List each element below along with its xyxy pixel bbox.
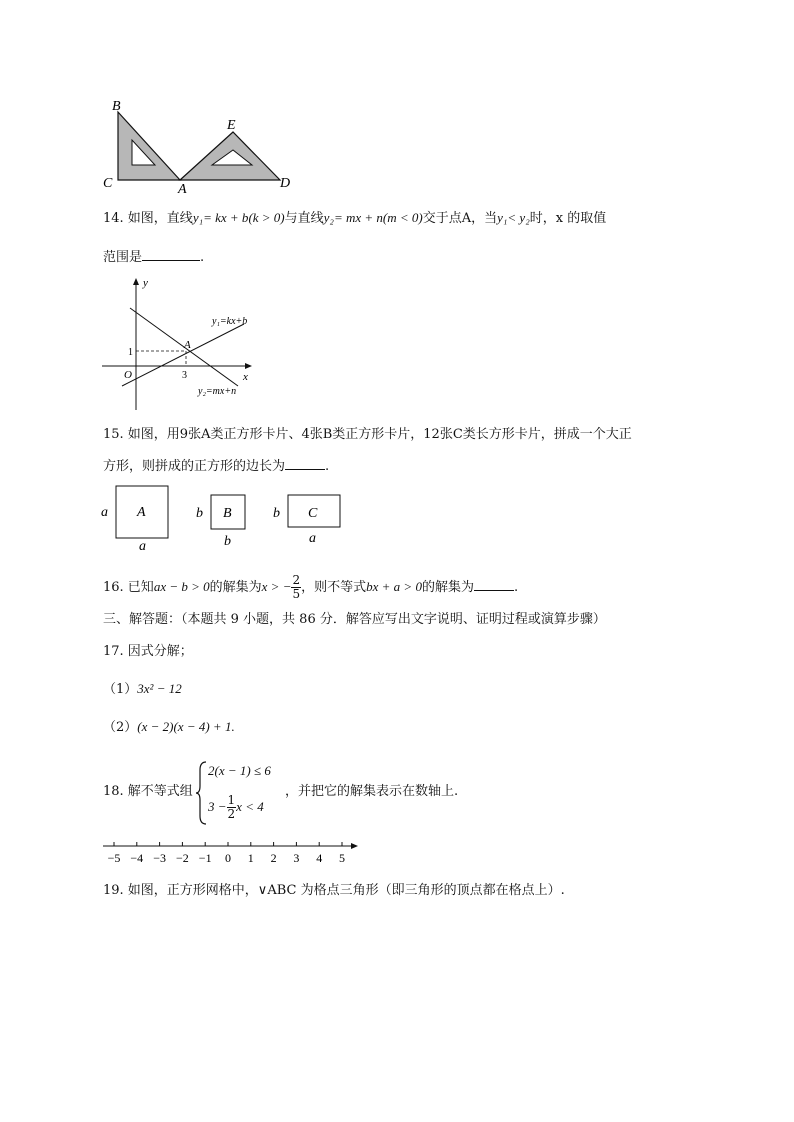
q17-part1	[103, 680, 182, 699]
q17-p1-expr: 3x² − 12	[137, 681, 182, 696]
q14-line1	[103, 209, 606, 228]
section3-heading: 三、解答题：（本题共 9 小题，共 86 分．解答应写出文字说明、证明过程或演算步骤）	[103, 612, 606, 627]
tick-label: −4	[130, 851, 144, 865]
tick-x-3: 3	[182, 370, 187, 381]
q15-line2	[103, 456, 329, 476]
triangles-figure	[100, 95, 300, 195]
q18-prefix: 18. 解不等式组	[103, 784, 193, 799]
q14-line2	[103, 247, 204, 267]
q14-cond2: (m < 0)	[382, 210, 423, 225]
q14-line2-text: 范围是	[103, 250, 143, 265]
label-y1: y₁=kx+b	[212, 316, 248, 327]
q16-ineq1: ax − b > 0	[153, 579, 210, 594]
card-a-bottom: a	[139, 539, 146, 552]
card-b-side: b	[196, 506, 203, 521]
origin-label: O	[124, 369, 132, 381]
card-c-label: C	[308, 506, 318, 521]
q16-line	[103, 574, 518, 601]
q16-frac-den: 5	[292, 587, 301, 601]
q16-end: .	[513, 580, 519, 595]
q14-mid: 与直线	[284, 211, 324, 226]
q14-y2: y₂= mx + n	[323, 210, 383, 225]
number-line	[100, 838, 365, 868]
q14-suffix: 交于点A，当	[422, 211, 498, 226]
left-triangle	[118, 112, 180, 180]
q15-answer-blank[interactable]	[285, 456, 325, 470]
q16-fraction	[291, 574, 301, 601]
tick-y-1: 1	[128, 347, 133, 358]
q18-brace	[196, 760, 208, 830]
card-a-label: A	[137, 505, 146, 520]
tick-label: −3	[153, 851, 166, 865]
q19-text: 19. 如图，正方形网格中，∨ABC 为格点三角形（即三角形的顶点都在格点上）.	[103, 883, 565, 898]
q14-y1: y₁= kx + b	[192, 210, 249, 225]
tick-label: −5	[107, 851, 121, 865]
number-line-arrow	[351, 843, 358, 849]
tick-label: −1	[198, 851, 212, 865]
vertex-c: C	[103, 176, 113, 191]
q15-end: .	[325, 459, 330, 474]
card-c-bottom: a	[309, 531, 316, 546]
q16-ineq2: bx + a > 0	[366, 579, 422, 594]
q18-fraction	[227, 794, 237, 821]
x-axis-arrow	[245, 363, 252, 369]
q14-ineq: y₁< y₂	[497, 210, 530, 225]
q14-cond1: (k > 0)	[248, 210, 285, 225]
q16-sol: x > −	[261, 579, 292, 594]
q16-mid: 的解集为	[209, 580, 262, 595]
card-b-label: B	[223, 506, 232, 521]
q14-end: .	[200, 250, 205, 265]
point-a-label: A	[184, 339, 191, 351]
q16-mid2: ，则不等式	[301, 580, 367, 595]
q17-title: 17. 因式分解；	[103, 644, 193, 659]
q16-prefix: 16. 已知	[103, 580, 154, 595]
tick-label: 0	[225, 851, 231, 865]
tick-label: −2	[176, 851, 189, 865]
q16-frac-num: 2	[292, 573, 301, 587]
q17-p1-label: （1）	[103, 682, 138, 697]
cards-figure	[98, 482, 358, 552]
q15-line1: 15. 如图，用9张A类正方形卡片、4张B类正方形卡片，12张C类长方形卡片，拼成一个大正	[103, 427, 632, 442]
q16-suffix: 的解集为	[421, 580, 474, 595]
q18-suffix: ，并把它的解集表示在数轴上.	[285, 784, 459, 799]
tick-label: 2	[270, 851, 277, 865]
x-axis-label: x	[243, 371, 248, 383]
q18-ineq2-post: x < 4	[236, 799, 264, 814]
q14-prefix: 14. 如图，直线	[103, 211, 193, 226]
q16-answer-blank[interactable]	[474, 577, 514, 591]
y-axis-arrow	[133, 278, 139, 285]
q14-tail: 时，x 的取值	[529, 211, 607, 226]
vertex-b: B	[112, 99, 121, 114]
vertex-a: A	[178, 182, 187, 195]
q18-ineq1: 2(x − 1) ≤ 6	[208, 763, 271, 778]
q18-frac-den: 2	[227, 807, 236, 821]
vertex-d: D	[280, 176, 291, 191]
q17-p2-expr: (x − 2)(x − 4) + 1.	[137, 719, 235, 734]
y-axis-label: y	[143, 277, 148, 289]
card-a-side: a	[101, 505, 108, 520]
q14-answer-blank[interactable]	[142, 247, 200, 261]
vertex-e: E	[227, 118, 236, 133]
q18-ineq2-pre: 3 −	[208, 799, 227, 814]
card-c-side: b	[273, 506, 280, 521]
q17-p2-label: （2）	[103, 720, 138, 735]
q17-part2	[103, 718, 235, 737]
card-b-bottom: b	[224, 534, 231, 549]
q18-ineq2	[208, 794, 264, 821]
label-y2: y₂=mx+n	[198, 386, 237, 397]
tick-label: 1	[247, 851, 254, 865]
tick-label: 5	[339, 851, 345, 865]
q18-frac-num: 1	[227, 793, 236, 807]
tick-label: 4	[316, 851, 323, 865]
q15-line2-text: 方形，则拼成的正方形的边长为	[103, 459, 286, 474]
lines-graph	[100, 272, 280, 412]
tick-label: 3	[293, 851, 300, 865]
